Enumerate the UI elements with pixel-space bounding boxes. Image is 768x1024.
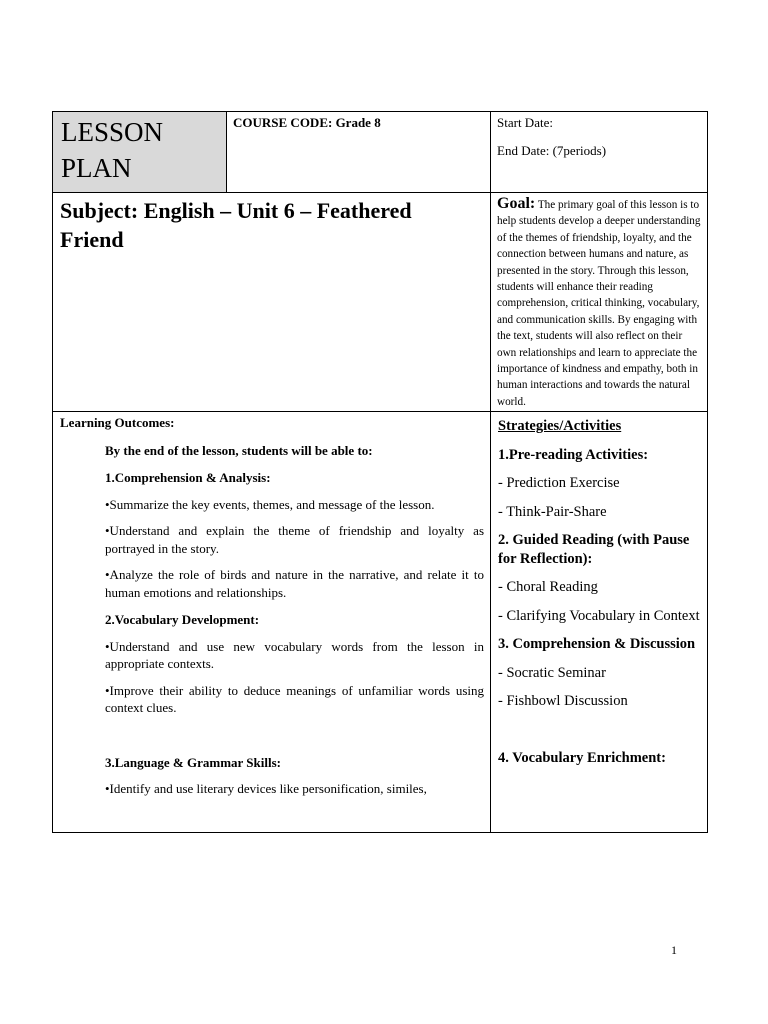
strategy-heading: 3. Comprehension & Discussion [498, 636, 696, 653]
strategies-title: Strategies/Activities [498, 418, 622, 435]
learning-outcomes [53, 412, 490, 832]
strategy-item: - Clarifying Vocabulary in Context [498, 607, 700, 624]
outcome-item: •Summarize the key events, themes, and message of the lesson. [105, 496, 435, 512]
learning-outcomes-heading: Learning Outcomes: [60, 415, 175, 431]
subject-title: Subject: English – Unit 6 – Feathered Friend [60, 198, 412, 252]
learning-outcomes-cell [53, 412, 491, 833]
page-number: 1 [671, 943, 677, 957]
strategy-heading: 4. Vocabulary Enrichment: [498, 749, 666, 766]
lesson-plan-title-cell [53, 112, 227, 193]
strategies-activities [491, 412, 707, 832]
content-row [53, 412, 708, 833]
start-date: Start Date: [497, 115, 553, 130]
course-code: COURSE CODE: Grade 8 [233, 115, 381, 130]
header-row [53, 112, 708, 193]
end-date: End Date: (7periods) [497, 143, 607, 158]
strategy-heading: 1.Pre-reading Activities: [498, 446, 649, 463]
lesson-plan-table [52, 111, 708, 833]
outcome-item: •Understand and use new vocabulary words from the lesson in appropriate contexts. [105, 638, 484, 672]
lesson-plan-title: LESSON PLAN [61, 117, 164, 183]
outcome-item: •Analyze the role of birds and nature in the narrative, and relate it to human emotions and relationships. [105, 567, 484, 600]
subject-cell [53, 193, 491, 412]
goal-description: The primary goal of this lesson is to help students develop a deeper understanding of the themes of friendship, loyalty, and the connection between humans and nature, as presented in the story. Through this lesson, students will enhance their reading comprehension, critical thinking, vocabulary, and communication skills. By engaging with the text, students will also reflect on their own relationships and learn to appreciate the importance of kindness and empathy, both in human interactions and towards the natural world. [497, 199, 701, 408]
outcomes-section-comprehension: 1.Comprehension & Analysis: [105, 470, 271, 486]
goal-label: Goal: [497, 195, 536, 212]
goal-cell [491, 193, 708, 412]
dates-cell [491, 112, 708, 193]
strategy-item: - Prediction Exercise [498, 475, 620, 492]
strategy-item: - Fishbowl Discussion [498, 693, 628, 710]
goal-text [491, 193, 707, 411]
outcomes-intro: By the end of the lesson, students will be able to: [105, 442, 373, 458]
outcomes-section-vocabulary: 2.Vocabulary Development: [105, 612, 260, 628]
outcomes-section-grammar: 3.Language & Grammar Skills: [105, 754, 281, 770]
course-code-cell [227, 112, 491, 193]
strategy-heading: 2. Guided Reading (with Pause for Reflection): [498, 532, 690, 567]
outcome-item: •Improve their ability to deduce meanings of unfamiliar words using context clues. [105, 682, 484, 716]
strategy-item: - Socratic Seminar [498, 664, 606, 681]
subject-row [53, 193, 708, 412]
strategies-cell [491, 412, 708, 833]
outcome-item: •Understand and explain the theme of friendship and loyalty as portrayed in the story. [105, 523, 484, 556]
strategy-item: - Think-Pair-Share [498, 503, 607, 520]
outcome-item: •Identify and use literary devices like personification, similes, [105, 781, 427, 797]
strategy-item: - Choral Reading [498, 579, 598, 596]
